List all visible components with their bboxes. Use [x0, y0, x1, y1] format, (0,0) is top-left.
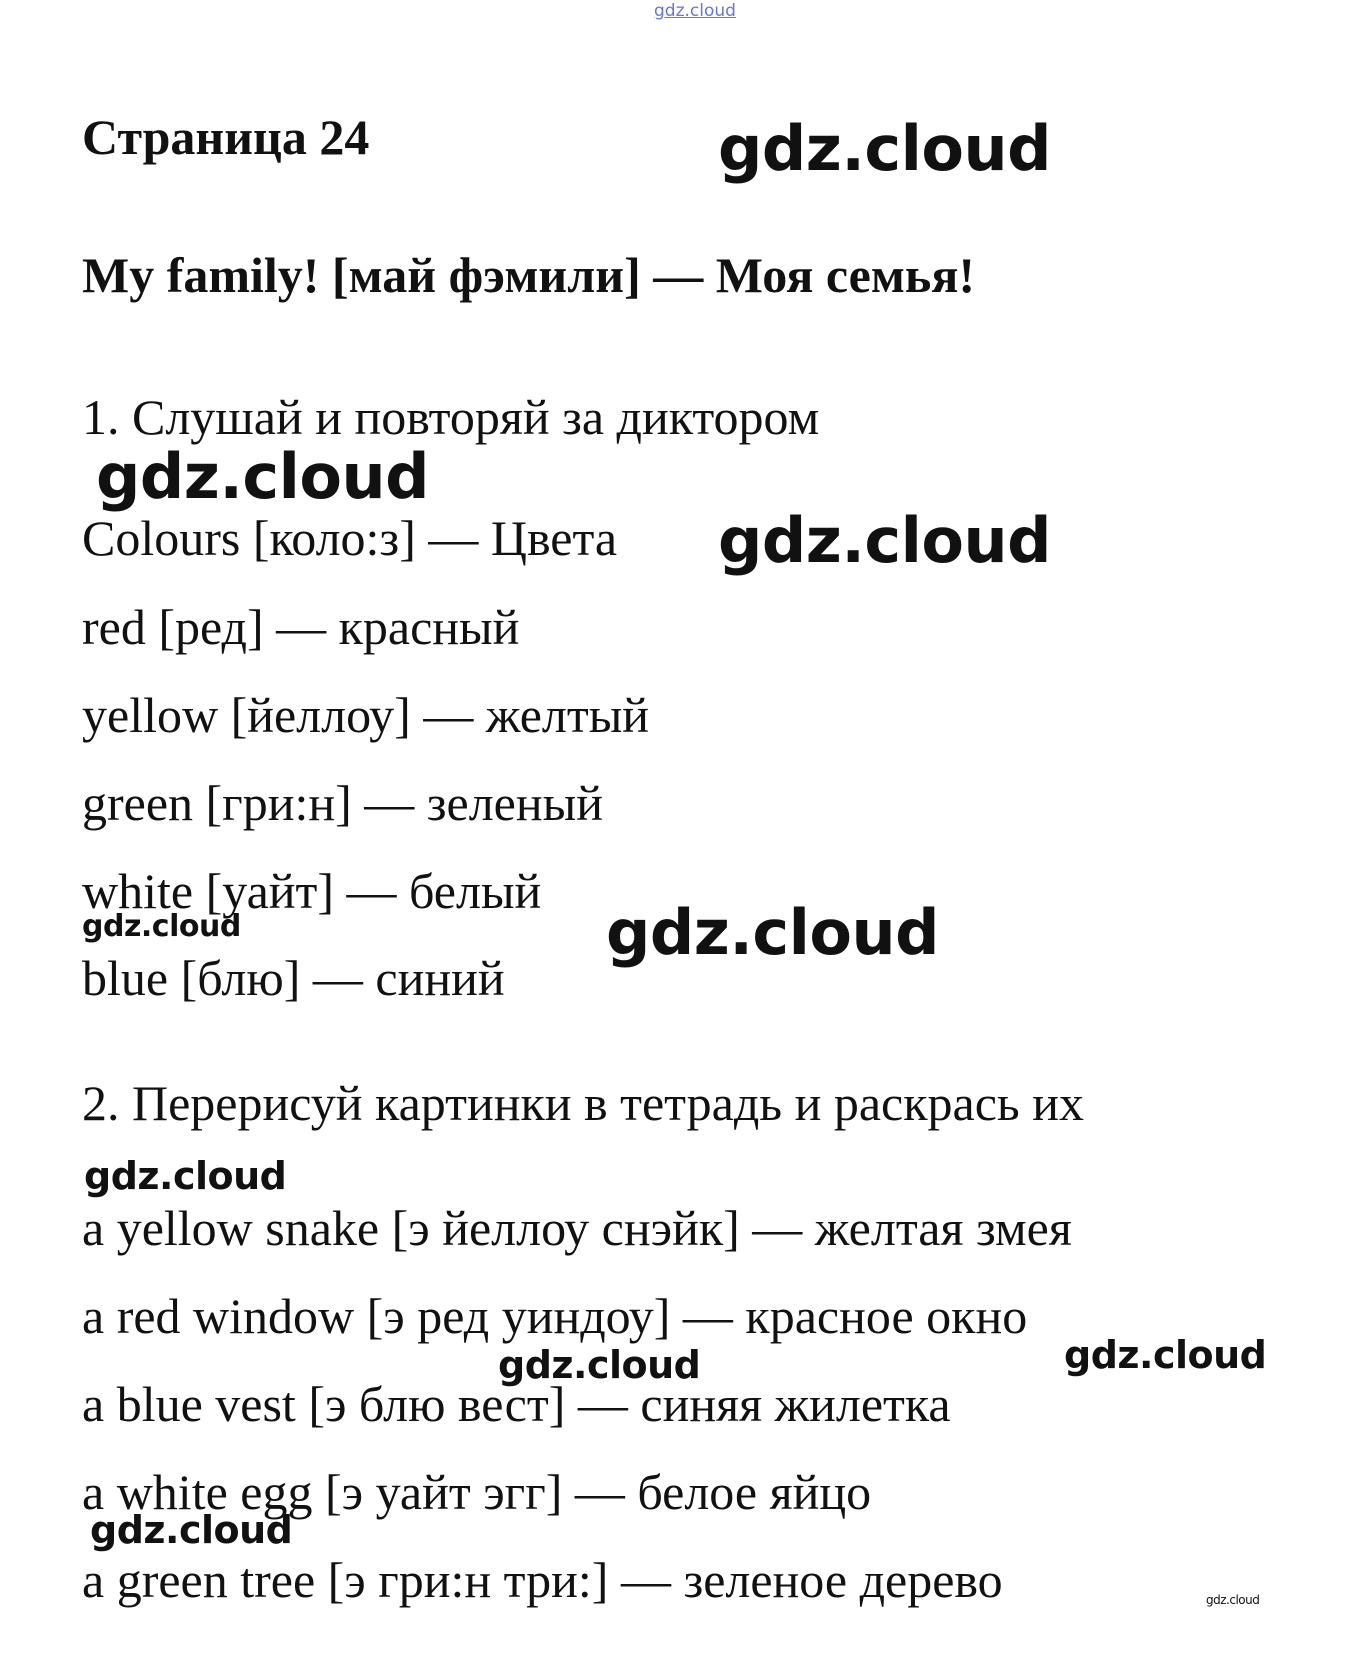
watermark: gdz.cloud	[718, 112, 1052, 185]
task1-line-red: red [ред] — красный	[82, 599, 520, 655]
lesson-title: My family! [май фэмили] — Моя семья!	[82, 247, 976, 303]
task2-line-tree: a green tree [э гри:н три:] — зеленое дерево	[82, 1552, 1003, 1608]
task2-line-vest: a blue vest [э блю вест] — синяя жилетка	[82, 1376, 951, 1432]
watermark: gdz.cloud	[606, 896, 940, 969]
task1-line-green: green [гри:н] — зеленый	[82, 775, 603, 831]
task2-line-window: a red window [э ред уиндоу] — красное окно	[82, 1288, 1028, 1344]
task1-line-yellow: yellow [йеллоу] — желтый	[82, 687, 650, 743]
watermark: gdz.cloud	[718, 504, 1052, 577]
task1-line-colours: Colours [коло:з] — Цвета	[82, 510, 618, 566]
page-heading: Страница 24	[82, 109, 370, 165]
watermark-top: gdz.cloud	[654, 1, 736, 21]
watermark: gdz.cloud	[84, 1154, 287, 1198]
task1-line-blue: blue [блю] — синий	[82, 950, 505, 1006]
watermark: gdz.cloud	[1206, 1593, 1260, 1607]
watermark: gdz.cloud	[498, 1343, 701, 1387]
watermark: gdz.cloud	[90, 1508, 293, 1552]
task1-line-white: white [уайт] — белый	[82, 863, 542, 919]
task1-title: 1. Слушай и повторяй за диктором	[82, 389, 820, 445]
watermark: gdz.cloud	[82, 909, 241, 944]
task2-title: 2. Перерисуй картинки в тетрадь и раскрась их	[82, 1075, 1084, 1131]
task2-line-egg: a white egg [э уайт эгг] — белое яйцо	[82, 1464, 872, 1520]
watermark: gdz.cloud	[96, 440, 430, 513]
task2-line-snake: a yellow snake [э йеллоу снэйк] — желтая змея	[82, 1200, 1072, 1256]
watermark: gdz.cloud	[1064, 1333, 1267, 1377]
